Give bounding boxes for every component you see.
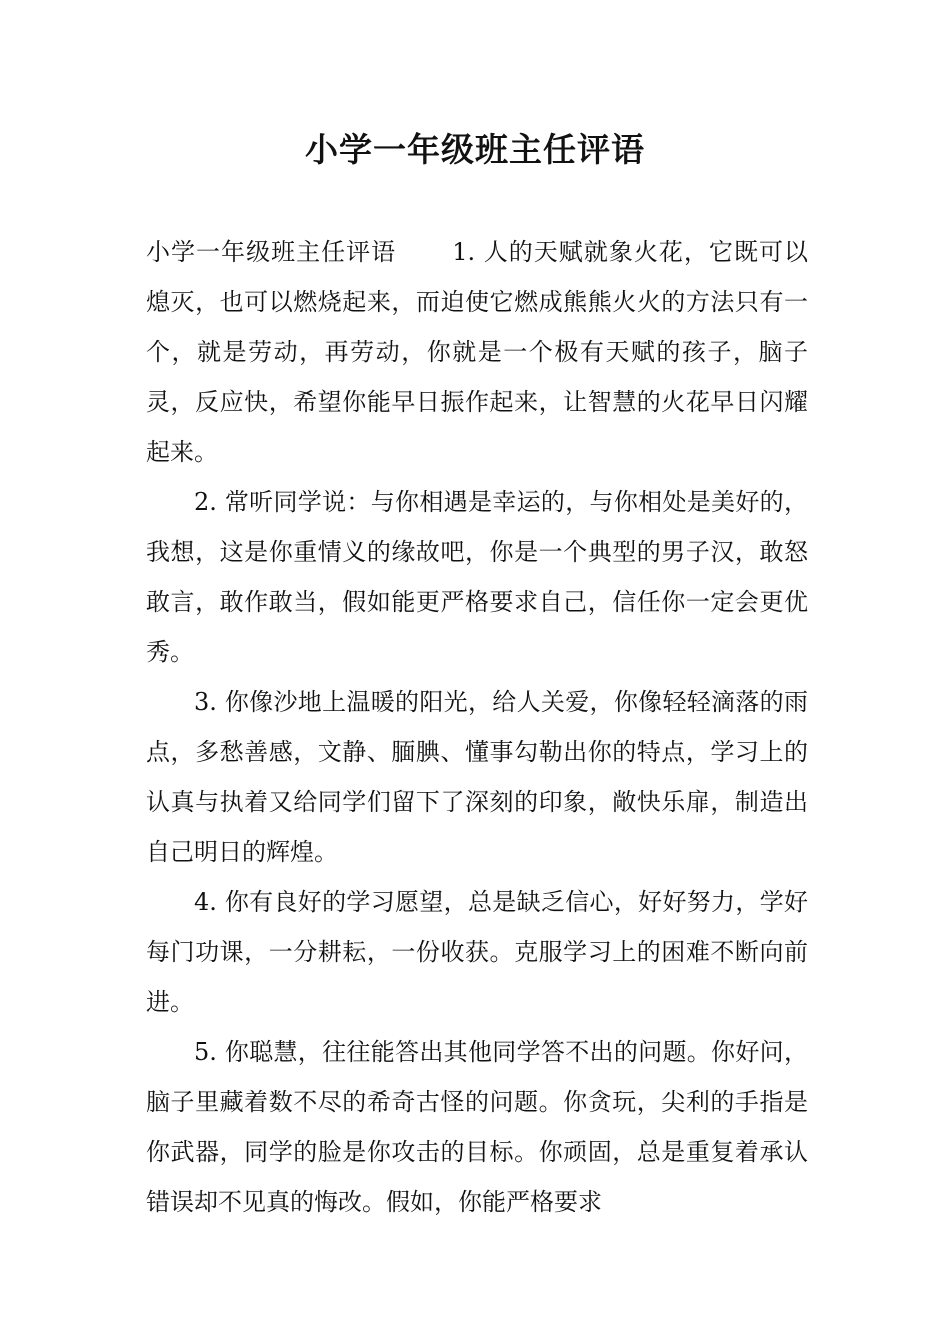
paragraph-text: 1. 人的天赋就象火花，它既可以熄灭，也可以燃烧起来，而迫使它燃成熊熊火火的方法只有一个，就是劳动，再劳动，你就是一个极有天赋的孩子，脑子灵，反应快，希望你能早日振作起来，让智慧的火花早日闪耀起来。 — [146, 238, 808, 466]
paragraph-3: 3. 你像沙地上温暖的阳光，给人关爱，你像轻轻滴落的雨点，多愁善感，文静、腼腆、懂事勾勒出你的特点，学习上的认真与执着又给同学们留下了深刻的印象，敞快乐扉，制造出自己明日的辉煌。 — [146, 688, 808, 866]
document-body — [146, 227, 808, 1227]
paragraph-2: 2. 常听同学说：与你相遇是幸运的，与你相处是美好的，我想，这是你重情义的缘故吧，你是一个典型的男子汉，敢怒敢言，敢作敢当，假如能更严格要求自己，信任你一定会更优秀。 — [146, 488, 808, 666]
lead-label: 小学一年级班主任评语 — [146, 238, 397, 266]
paragraph-1 — [146, 227, 808, 477]
document-title: 小学一年级班主任评语 — [305, 130, 645, 169]
paragraph-4: 4. 你有良好的学习愿望，总是缺乏信心，好好努力，学好每门功课，一分耕耘，一份收获。克服学习上的困难不断向前进。 — [146, 888, 808, 1016]
paragraph-5: 5. 你聪慧，往往能答出其他同学答不出的问题。你好问，脑子里藏着数不尽的希奇古怪的问题。你贪玩，尖利的手指是你武器，同学的脸是你攻击的目标。你顽固，总是重复着承认错误却不见真的悔改。假如，你能严格要求 — [146, 1038, 808, 1216]
